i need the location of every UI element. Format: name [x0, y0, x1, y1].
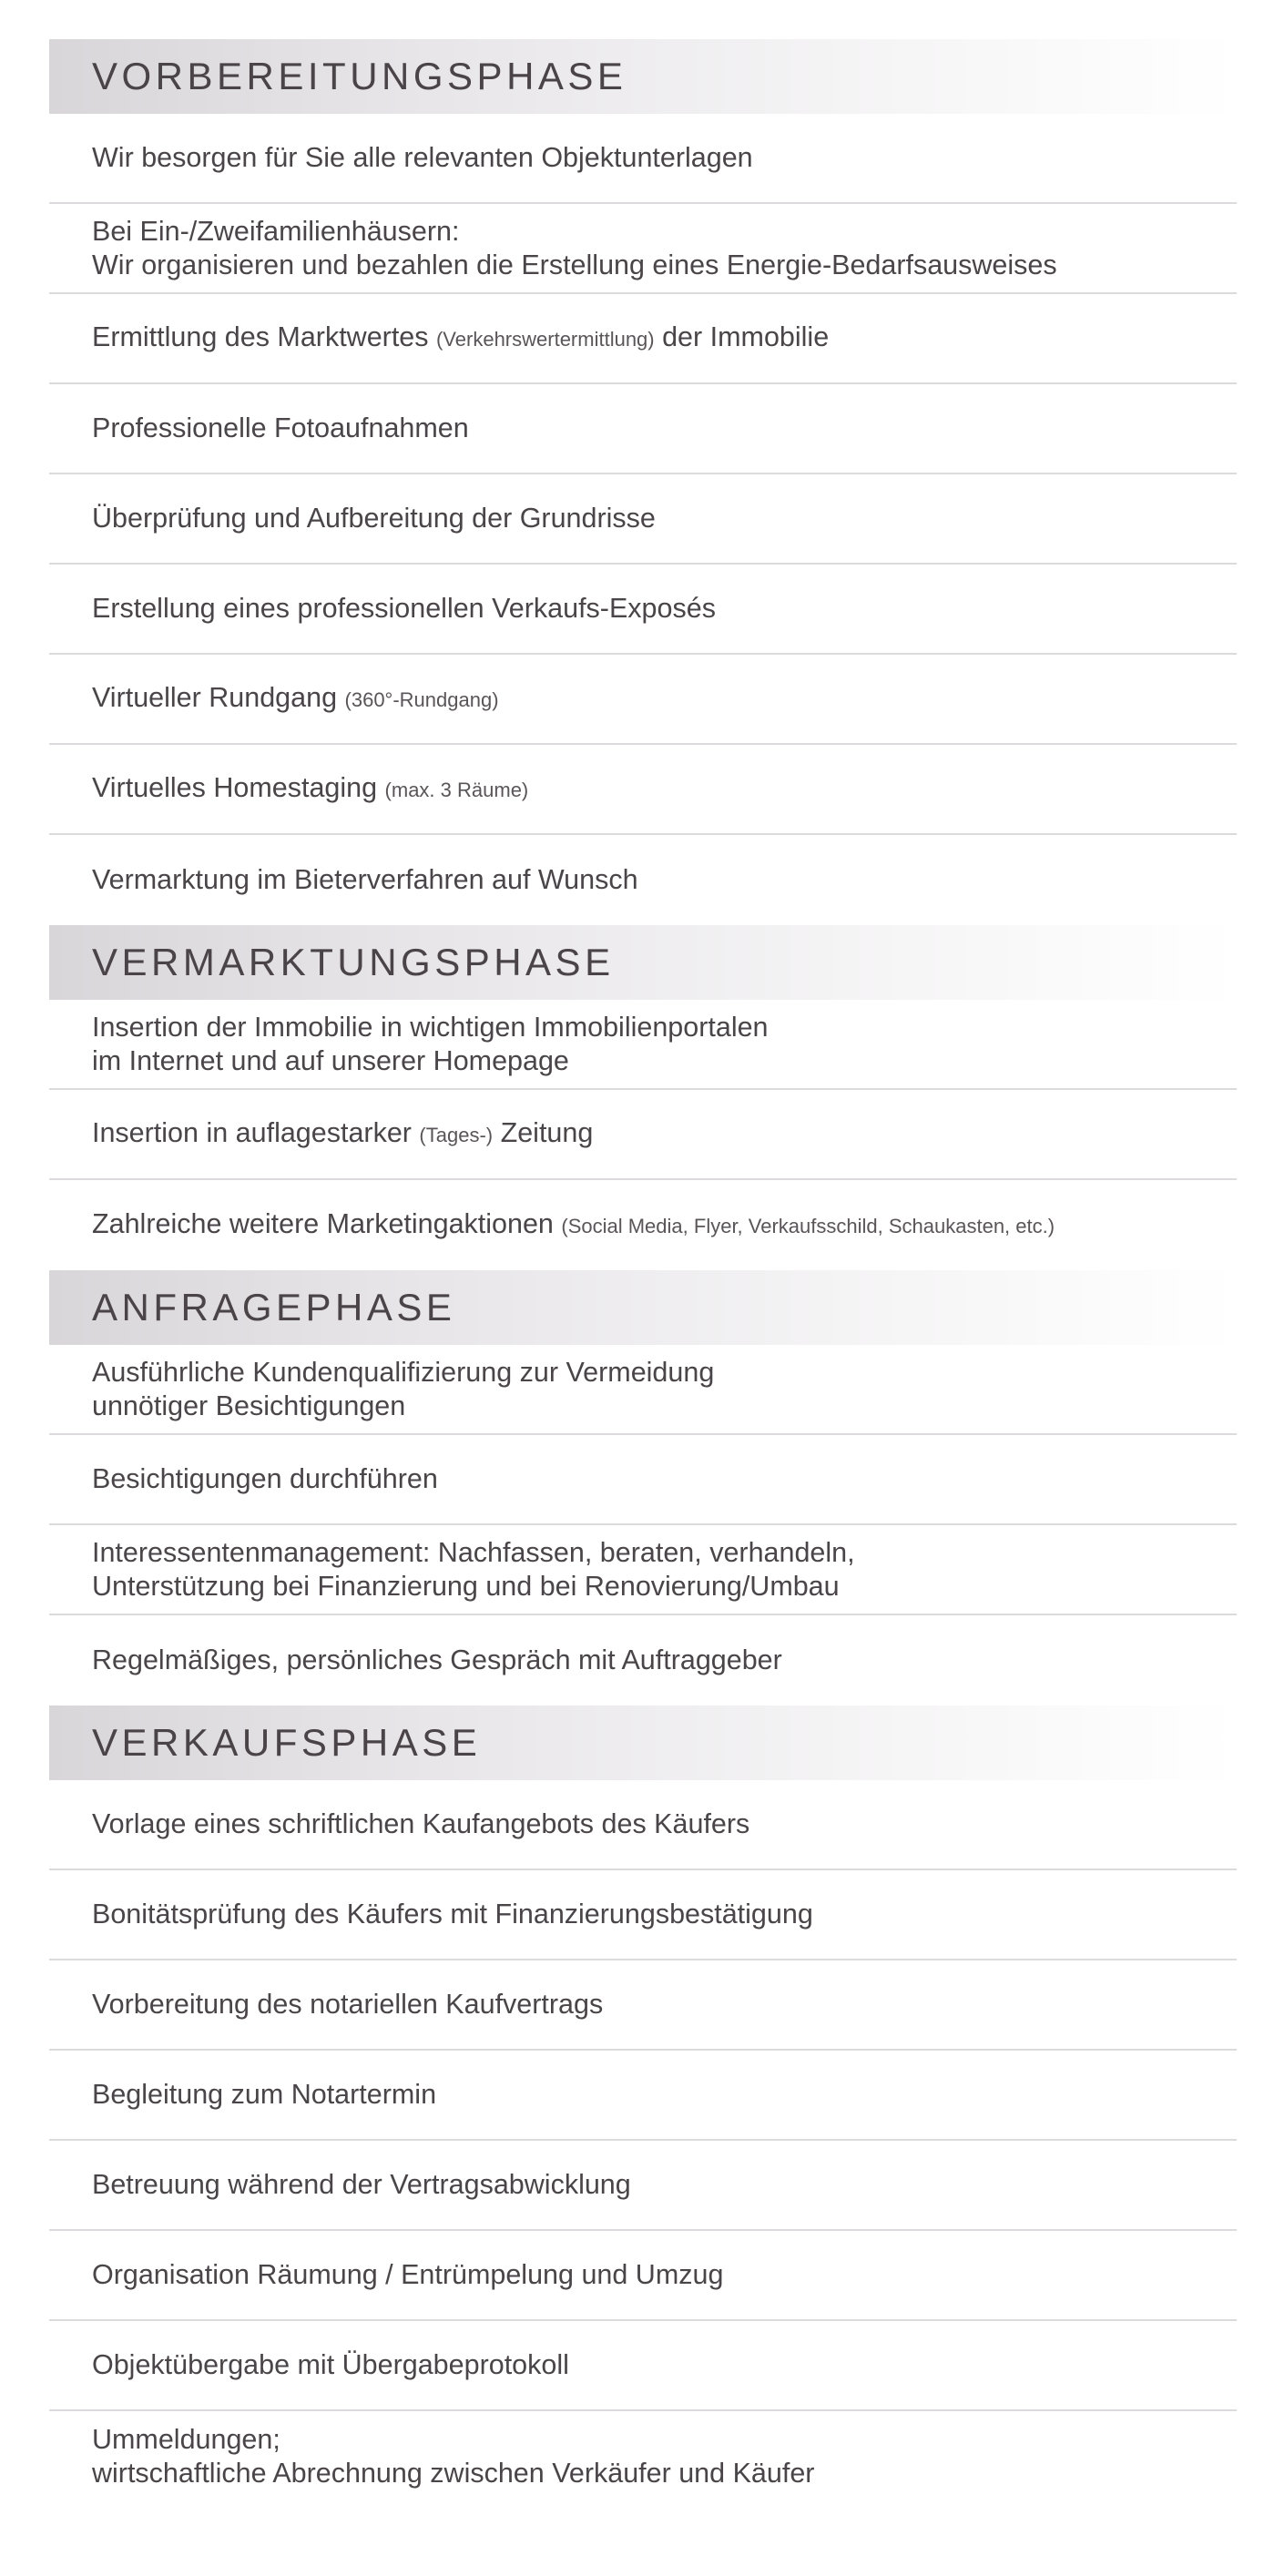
phase-title: VORBEREITUNGSPHASE	[92, 55, 627, 97]
service-item-line	[92, 2078, 1237, 2112]
service-item-text: Vermarktung im Bieterverfahren auf Wunsch	[92, 864, 638, 895]
service-item-note: (Verkehrswertermittlung)	[435, 328, 655, 351]
service-item	[49, 384, 1237, 474]
service-item-note: (Tages-)	[419, 1124, 494, 1146]
service-item-line	[92, 681, 1237, 717]
service-item-line	[92, 1570, 1237, 1604]
service-item-line	[92, 1807, 1237, 1841]
service-item	[49, 114, 1237, 204]
service-item-line	[92, 321, 1237, 356]
service-item-line	[92, 1462, 1237, 1496]
service-item-line	[92, 2258, 1237, 2292]
phase-header	[49, 1270, 1237, 1345]
service-item-line	[92, 249, 1237, 282]
service-item-text: Virtuelles Homestaging	[92, 772, 385, 803]
service-item-line	[92, 1988, 1237, 2021]
phase-header	[49, 39, 1237, 114]
phase-section	[49, 925, 1237, 1270]
service-item-note: (Social Media, Flyer, Verkaufsschild, Schaukasten, etc.)	[561, 1215, 1055, 1237]
service-item-text: Überprüfung und Aufbereitung der Grundrisse	[92, 503, 656, 534]
service-item-line	[92, 1116, 1237, 1152]
service-item	[49, 835, 1237, 925]
service-item-text: Betreuung während der Vertragsabwicklung	[92, 2169, 631, 2200]
service-item	[49, 2231, 1237, 2321]
service-item-text: Ummeldungen;	[92, 2423, 280, 2455]
service-item-text: der Immobilie	[654, 321, 830, 352]
service-item-text: Organisation Räumung / Entrümpelung und Umzug	[92, 2259, 724, 2290]
service-item-line	[92, 592, 1237, 626]
service-item-text: Insertion der Immobilie in wichtigen Immobilienportalen	[92, 1011, 769, 1043]
service-item	[49, 1870, 1237, 1960]
service-item-text: wirtschaftliche Abrechnung zwischen Verkäufer und Käufer	[92, 2457, 815, 2489]
service-item-text: Besichtigungen durchführen	[92, 1463, 438, 1494]
phase-title: ANFRAGEPHASE	[92, 1286, 456, 1329]
service-item-line	[92, 141, 1237, 175]
service-item-text: Regelmäßiges, persönliches Gespräch mit Auftraggeber	[92, 1644, 782, 1675]
service-item-line	[92, 2423, 1237, 2457]
phase-title: VERMARKTUNGSPHASE	[92, 941, 615, 983]
service-item-text: Wir besorgen für Sie alle relevanten Objektunterlagen	[92, 142, 753, 173]
service-item	[49, 1000, 1237, 1090]
service-item	[49, 1435, 1237, 1525]
service-item	[49, 1960, 1237, 2051]
service-item-text: Vorbereitung des notariellen Kaufvertrags	[92, 1989, 604, 2020]
service-item	[49, 474, 1237, 565]
service-item	[49, 2141, 1237, 2231]
phase-title: VERKAUFSPHASE	[92, 1721, 482, 1764]
service-item	[49, 1615, 1237, 1705]
service-item-text: Unterstützung bei Finanzierung und bei Renovierung/Umbau	[92, 1570, 840, 1602]
service-item-text: Erstellung eines professionellen Verkaufs-Exposés	[92, 593, 716, 624]
service-item	[49, 565, 1237, 655]
service-item	[49, 745, 1237, 835]
service-item-line	[92, 2168, 1237, 2202]
service-item	[49, 2411, 1237, 2501]
service-item-note: (max. 3 Räume)	[384, 779, 529, 801]
service-item-text: Zeitung	[493, 1117, 594, 1148]
service-item-line	[92, 2348, 1237, 2382]
service-item	[49, 1525, 1237, 1615]
service-item-text: im Internet und auf unserer Homepage	[92, 1044, 569, 1076]
service-item-line	[92, 1390, 1237, 1423]
service-item-text: Wir organisieren und bezahlen die Erstellung eines Energie-Bedarfsausweises	[92, 249, 1057, 280]
service-item-text: Professionelle Fotoaufnahmen	[92, 412, 469, 443]
service-item	[49, 1345, 1237, 1435]
service-item-line	[92, 1044, 1237, 1078]
service-item-text: unnötiger Besichtigungen	[92, 1390, 406, 1421]
service-item-note: (360°-Rundgang)	[344, 688, 499, 711]
service-item-text: Ausführliche Kundenqualifizierung zur Vermeidung	[92, 1356, 715, 1388]
service-item-text: Zahlreiche weitere Marketingaktionen	[92, 1208, 562, 1239]
phase-section	[49, 39, 1237, 925]
service-item-text: Virtueller Rundgang	[92, 682, 345, 713]
phase-header	[49, 1705, 1237, 1780]
service-item-text: Insertion in auflagestarker	[92, 1117, 420, 1148]
service-item	[49, 655, 1237, 745]
phase-header	[49, 925, 1237, 1000]
service-item-text: Interessentenmanagement: Nachfassen, beraten, verhandeln,	[92, 1536, 855, 1568]
service-item-text: Begleitung zum Notartermin	[92, 2079, 437, 2110]
service-item-line	[92, 2457, 1237, 2490]
service-item-text: Bonitätsprüfung des Käufers mit Finanzierungsbestätigung	[92, 1899, 813, 1929]
service-item-line	[92, 863, 1237, 897]
service-item	[49, 1780, 1237, 1870]
phase-section	[49, 1270, 1237, 1705]
service-item-line	[92, 1011, 1237, 1044]
service-item-line	[92, 412, 1237, 445]
service-item	[49, 204, 1237, 294]
service-item	[49, 1180, 1237, 1270]
service-item-line	[92, 1898, 1237, 1931]
service-item-line	[92, 771, 1237, 807]
service-item-line	[92, 1536, 1237, 1570]
service-item-line	[92, 1356, 1237, 1390]
service-item	[49, 294, 1237, 384]
service-item-text: Bei Ein-/Zweifamilienhäusern:	[92, 215, 460, 247]
service-item-line	[92, 1644, 1237, 1677]
service-list	[49, 39, 1237, 2501]
service-item	[49, 2321, 1237, 2411]
service-item-text: Vorlage eines schriftlichen Kaufangebots des Käufers	[92, 1808, 750, 1839]
service-item-text: Ermittlung des Marktwertes	[92, 321, 436, 352]
phase-section	[49, 1705, 1237, 2501]
service-item	[49, 2051, 1237, 2141]
service-item-text: Objektübergabe mit Übergabeprotokoll	[92, 2349, 569, 2380]
service-item-line	[92, 1207, 1237, 1243]
service-item-line	[92, 502, 1237, 535]
service-item	[49, 1090, 1237, 1180]
service-item-line	[92, 215, 1237, 249]
